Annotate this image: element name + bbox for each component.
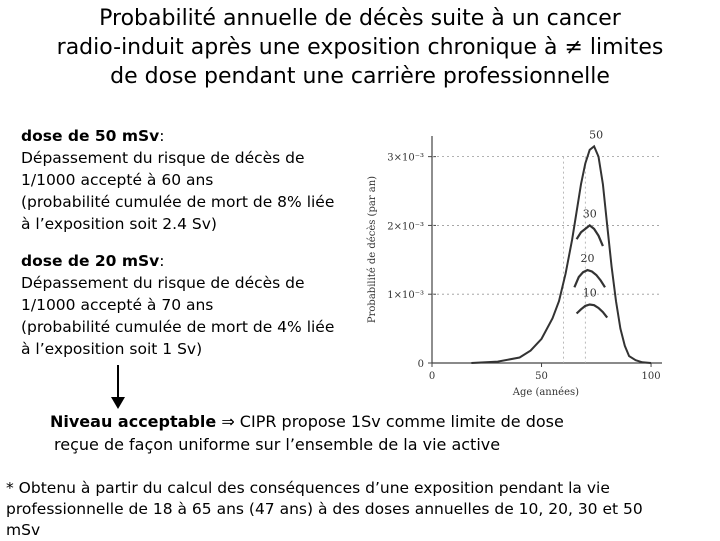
x-axis-label: Age (années) (512, 387, 580, 398)
title-line-1: Probabilité annuelle de décès suite à un cancer (99, 6, 621, 31)
death-probability-chart (340, 118, 680, 403)
dose-20-line-4: à l’exposition soit 1 Sv) (21, 340, 203, 358)
x-tick-label: 100 (641, 371, 661, 382)
y-tick-label: 2×10⁻³ (387, 221, 424, 233)
conclusion-text: CIPR propose 1Sv comme limite de dose (234, 412, 564, 431)
conclusion-line-2: reçue de façon uniforme sur l’ensemble de la vie active (54, 435, 501, 454)
series-label-30: 30 (582, 207, 597, 221)
dose-50-line-4: à l’exposition soit 2.4 Sv) (21, 215, 217, 233)
dose-50-block (21, 125, 366, 235)
down-arrow-icon (108, 365, 128, 410)
footnote (6, 478, 716, 541)
series-line-30 (577, 225, 603, 246)
series-line-20 (574, 270, 605, 287)
page-title (0, 4, 720, 91)
series-label-50: 50 (589, 128, 604, 142)
dose-20-heading (21, 250, 366, 272)
dose-20-block (21, 250, 366, 360)
series-label-10: 10 (582, 286, 597, 300)
dose-50-heading (21, 125, 366, 147)
dose-50-line-3: (probabilité cumulée de mort de 8% liée (21, 193, 335, 211)
y-tick-label: 3×10⁻³ (387, 152, 424, 164)
title-line-3: de dose pendant une carrière professionnelle (110, 64, 610, 89)
footnote-line-2: professionnelle de 18 à 65 ans (47 ans) à des doses annuelles de 10, 20, 30 et 50 (6, 500, 643, 518)
x-tick-label: 50 (535, 371, 548, 382)
series-label-20: 20 (580, 252, 595, 266)
footnote-line-1: * Obtenu à partir du calcul des conséquences d’une exposition pendant la vie (6, 479, 610, 497)
dose-50-line-1: Dépassement du risque de décès de (21, 149, 305, 167)
dose-20-line-3: (probabilité cumulée de mort de 4% liée (21, 318, 335, 336)
series-line-50 (471, 146, 651, 363)
y-tick-label: 0 (417, 359, 424, 370)
dose-20-line-1: Dépassement du risque de décès de (21, 274, 305, 292)
chart-svg (340, 118, 680, 403)
y-axis-label: Probabilité de décès (par an) (367, 175, 378, 324)
conclusion-line-1 (50, 410, 564, 433)
implies-arrow-icon: ⇒ (221, 412, 235, 431)
dose-20-line-2: 1/1000 accepté à 70 ans (21, 296, 214, 314)
dose-20-heading-colon: : (159, 252, 165, 270)
dose-50-heading-text: dose de 50 mSv (21, 127, 160, 145)
acceptable-level-label: Niveau acceptable (50, 412, 217, 431)
footnote-line-3: mSv (6, 521, 41, 539)
conclusion (50, 410, 564, 456)
series-line-10 (577, 305, 608, 318)
x-tick-label: 0 (428, 371, 436, 382)
dose-20-heading-text: dose de 20 mSv (21, 252, 160, 270)
y-tick-label: 1×10⁻³ (387, 290, 424, 302)
dose-50-heading-colon: : (159, 127, 165, 145)
dose-50-line-2: 1/1000 accepté à 60 ans (21, 171, 214, 189)
title-line-2: radio-induit après une exposition chronique à ≠ limites (56, 35, 664, 60)
